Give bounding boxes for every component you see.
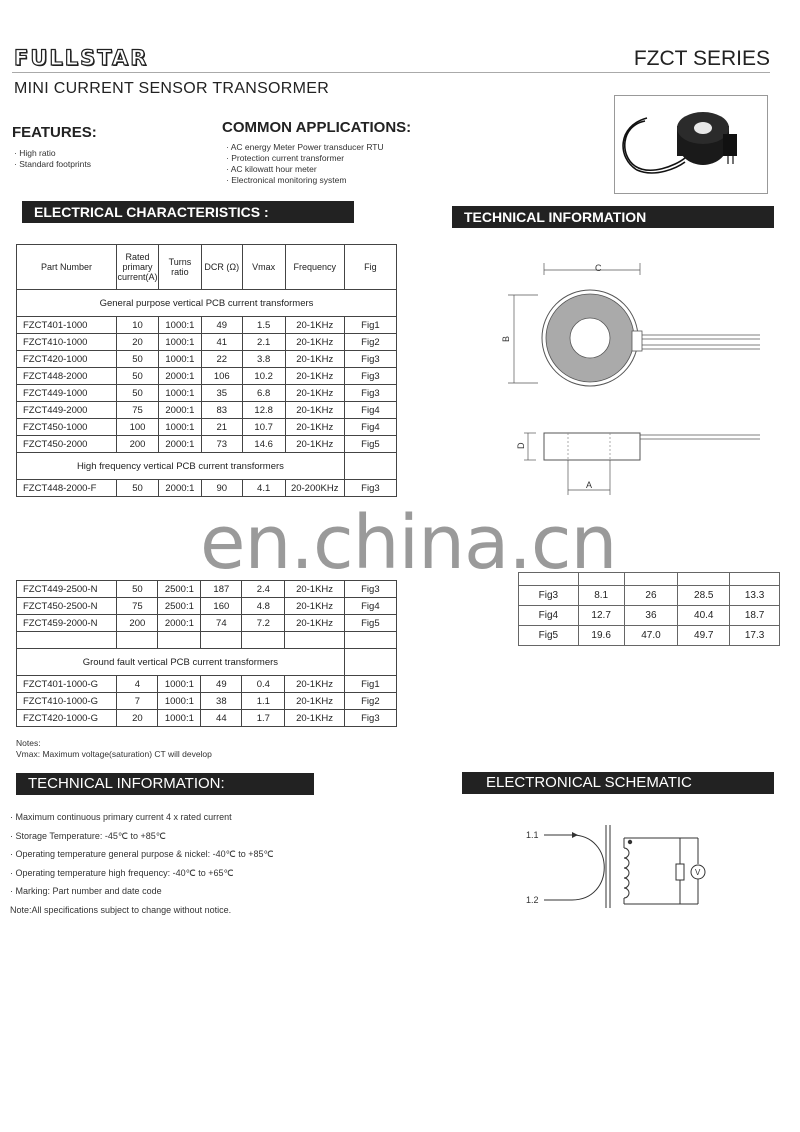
cell: Fig1 xyxy=(344,317,396,334)
cell: FZCT449-2000 xyxy=(17,402,117,419)
cell: 1000:1 xyxy=(158,334,201,351)
cell: 44 xyxy=(201,710,242,727)
cell: 20 xyxy=(117,334,159,351)
cell: 20-1KHz xyxy=(285,710,344,727)
electrical-table-continued xyxy=(16,580,397,727)
product-photo xyxy=(614,95,768,194)
table-row xyxy=(17,693,397,710)
cell: 2000:1 xyxy=(158,436,201,453)
table-row xyxy=(17,385,397,402)
list-item: · AC kilowatt hour meter xyxy=(226,164,384,175)
dimension-table xyxy=(518,572,780,646)
column-header: Frequency xyxy=(285,245,344,290)
blank-row xyxy=(17,632,397,649)
table-row xyxy=(17,581,397,598)
cell xyxy=(242,632,285,649)
schematic-heading: ELECTRONICAL SCHEMATIC xyxy=(462,772,774,794)
header-divider xyxy=(12,72,770,73)
applications-heading: COMMON APPLICATIONS: xyxy=(222,119,412,136)
applications-list xyxy=(226,142,384,186)
cell: 20-1KHz xyxy=(285,615,344,632)
dim-label-c: C xyxy=(595,263,602,273)
table-row xyxy=(519,586,780,606)
list-item: · High ratio xyxy=(14,148,91,159)
cell: Fig4 xyxy=(344,402,396,419)
column-header: Turns ratio xyxy=(158,245,201,290)
cell: 10.2 xyxy=(242,368,285,385)
table-row xyxy=(519,626,780,646)
cell: 1.7 xyxy=(242,710,285,727)
electrical-table xyxy=(16,244,397,497)
cell: 49.7 xyxy=(678,626,730,646)
cell: Fig3 xyxy=(519,586,579,606)
technical-information-heading: TECHNICAL INFORMATION xyxy=(452,206,774,228)
technical-information-heading-2: TECHNICAL INFORMATION: xyxy=(16,773,314,795)
cell: 7 xyxy=(117,693,158,710)
cell: 18.7 xyxy=(730,606,780,626)
cell: 20-200KHz xyxy=(285,480,344,497)
cell xyxy=(285,632,344,649)
cell: 74 xyxy=(201,615,242,632)
cell: 100 xyxy=(117,419,159,436)
cell: 50 xyxy=(117,385,159,402)
technical-information-list xyxy=(10,812,274,923)
cell: 20-1KHz xyxy=(285,317,344,334)
cell: FZCT448-2000 xyxy=(17,368,117,385)
list-item: · AC energy Meter Power transducer RTU xyxy=(226,142,384,153)
table-row xyxy=(17,351,397,368)
series-title: FZCT SERIES xyxy=(633,47,770,70)
cell: 1.5 xyxy=(242,317,285,334)
cell: 3.8 xyxy=(242,351,285,368)
list-item: · Protection current transformer xyxy=(226,153,384,164)
cell: 75 xyxy=(117,402,159,419)
cell xyxy=(678,573,730,586)
cell: 20-1KHz xyxy=(285,385,344,402)
specification-note: Note:All specifications subject to change without notice. xyxy=(10,904,232,915)
cell: FZCT459-2000-N xyxy=(17,615,117,632)
column-header: Rated primary current(A) xyxy=(117,245,159,290)
cell: 1000:1 xyxy=(158,676,201,693)
cell: Fig3 xyxy=(344,351,396,368)
cell xyxy=(201,632,242,649)
cell: 14.6 xyxy=(242,436,285,453)
table-row xyxy=(17,615,397,632)
table-row xyxy=(17,317,397,334)
cell: 1000:1 xyxy=(158,317,201,334)
cell: FZCT410-1000 xyxy=(17,334,117,351)
cell: 22 xyxy=(201,351,242,368)
list-item: · Storage Temperature: -45℃ to +85℃ xyxy=(10,831,274,850)
cell: 90 xyxy=(201,480,242,497)
cell: Fig3 xyxy=(344,581,396,598)
cell: 26 xyxy=(624,586,678,606)
cell: 41 xyxy=(201,334,242,351)
cell: 20-1KHz xyxy=(285,436,344,453)
cell: 20 xyxy=(117,710,158,727)
cell: 49 xyxy=(201,676,242,693)
group-title: General purpose vertical PCB current transformers xyxy=(17,290,397,317)
list-item: · Marking: Part number and date code xyxy=(10,886,274,905)
list-item: · Electronical monitoring system xyxy=(226,175,384,186)
cell: 106 xyxy=(201,368,242,385)
dimension-drawing xyxy=(480,255,780,505)
cell: 20-1KHz xyxy=(285,351,344,368)
group-row xyxy=(17,649,397,676)
cell: Fig5 xyxy=(344,436,396,453)
terminal-label-out: 1.2 xyxy=(526,895,539,905)
cell: 21 xyxy=(201,419,242,436)
cell: 160 xyxy=(201,598,242,615)
cell: 13.3 xyxy=(730,586,780,606)
cell: Fig3 xyxy=(344,385,396,402)
cell: 36 xyxy=(624,606,678,626)
cell: 4.1 xyxy=(242,480,285,497)
cell: 20-1KHz xyxy=(285,334,344,351)
cell: Fig3 xyxy=(344,710,396,727)
cell: 200 xyxy=(117,615,158,632)
table-row xyxy=(17,480,397,497)
cell: 0.4 xyxy=(242,676,285,693)
cell: 17.3 xyxy=(730,626,780,646)
cell: FZCT401-1000-G xyxy=(17,676,117,693)
column-header: Vmax xyxy=(242,245,285,290)
cell: 73 xyxy=(201,436,242,453)
cell: 4 xyxy=(117,676,158,693)
features-list xyxy=(14,148,91,170)
cell: 12.7 xyxy=(578,606,624,626)
voltmeter-label: V xyxy=(695,868,701,877)
product-subtitle: MINI CURRENT SENSOR TRANSORMER xyxy=(14,80,330,97)
table-row xyxy=(17,598,397,615)
table-row xyxy=(17,402,397,419)
table-row xyxy=(17,710,397,727)
table-row xyxy=(17,368,397,385)
cell: 12.8 xyxy=(242,402,285,419)
list-item: · Operating temperature general purpose & nickel: -40℃ to +85℃ xyxy=(10,849,274,868)
toroid-product-image xyxy=(615,96,767,193)
cell: Fig5 xyxy=(519,626,579,646)
cell: Fig5 xyxy=(344,615,396,632)
cell: Fig4 xyxy=(519,606,579,626)
cell xyxy=(117,632,158,649)
cell: Fig4 xyxy=(344,598,396,615)
column-header: DCR (Ω) xyxy=(201,245,242,290)
cell: 8.1 xyxy=(578,586,624,606)
cell: 35 xyxy=(201,385,242,402)
cell: 83 xyxy=(201,402,242,419)
cell xyxy=(578,573,624,586)
cell: 187 xyxy=(201,581,242,598)
schematic-diagram xyxy=(520,820,720,915)
cell: 2500:1 xyxy=(158,581,201,598)
features-heading: FEATURES: xyxy=(12,124,97,141)
cell: 50 xyxy=(117,581,158,598)
cell: FZCT410-1000-G xyxy=(17,693,117,710)
cell: 50 xyxy=(117,480,159,497)
cell xyxy=(344,649,396,676)
cell: FZCT449-2500-N xyxy=(17,581,117,598)
column-header: Part Number xyxy=(17,245,117,290)
cell: 20-1KHz xyxy=(285,581,344,598)
group-row xyxy=(17,290,397,317)
cell: 10.7 xyxy=(242,419,285,436)
cell: 49 xyxy=(201,317,242,334)
cell: FZCT450-2500-N xyxy=(17,598,117,615)
cell xyxy=(624,573,678,586)
cell: 75 xyxy=(117,598,158,615)
cell: 2.1 xyxy=(242,334,285,351)
cell: 2500:1 xyxy=(158,598,201,615)
dim-label-d: D xyxy=(516,442,526,449)
terminal-label-in: 1.1 xyxy=(526,830,539,840)
cell: Fig1 xyxy=(344,676,396,693)
cell xyxy=(519,573,579,586)
cell: 28.5 xyxy=(678,586,730,606)
cell xyxy=(344,632,396,649)
cell: 6.8 xyxy=(242,385,285,402)
cell: 200 xyxy=(117,436,159,453)
list-item: · Operating temperature high frequency: -40℃ to +65℃ xyxy=(10,868,274,887)
notes-label: Notes: xyxy=(16,738,41,748)
brand-logo: FULLSTAR xyxy=(14,46,149,70)
cell: 2000:1 xyxy=(158,480,201,497)
cell: FZCT420-1000-G xyxy=(17,710,117,727)
watermark: en.china.cn xyxy=(200,500,617,586)
cell: Fig2 xyxy=(344,334,396,351)
cell: 1000:1 xyxy=(158,693,201,710)
cell: 50 xyxy=(117,351,159,368)
cell: 2000:1 xyxy=(158,615,201,632)
table-row xyxy=(519,573,780,586)
cell: 1.1 xyxy=(242,693,285,710)
cell: FZCT420-1000 xyxy=(17,351,117,368)
cell: 4.8 xyxy=(242,598,285,615)
group-row xyxy=(17,453,397,480)
cell: FZCT450-2000 xyxy=(17,436,117,453)
cell: 20-1KHz xyxy=(285,419,344,436)
cell xyxy=(344,453,396,480)
cell xyxy=(158,632,201,649)
column-header: Fig xyxy=(344,245,396,290)
cell: 20-1KHz xyxy=(285,598,344,615)
table-row xyxy=(17,436,397,453)
cell: 47.0 xyxy=(624,626,678,646)
cell: 2000:1 xyxy=(158,368,201,385)
dim-label-a: A xyxy=(586,480,593,490)
group-title: Ground fault vertical PCB current transformers xyxy=(17,649,345,676)
cell: FZCT449-1000 xyxy=(17,385,117,402)
cell: 40.4 xyxy=(678,606,730,626)
cell: 20-1KHz xyxy=(285,402,344,419)
cell: 1000:1 xyxy=(158,419,201,436)
table-row xyxy=(519,606,780,626)
cell: Fig3 xyxy=(344,480,396,497)
cell: 19.6 xyxy=(578,626,624,646)
cell xyxy=(17,632,117,649)
cell: 10 xyxy=(117,317,159,334)
dim-label-b: B xyxy=(501,335,511,342)
cell: FZCT448-2000-F xyxy=(17,480,117,497)
cell: 1000:1 xyxy=(158,710,201,727)
notes-text: Vmax: Maximum voltage(saturation) CT will develop xyxy=(16,749,212,759)
cell: FZCT401-1000 xyxy=(17,317,117,334)
cell: 2.4 xyxy=(242,581,285,598)
table-header-row xyxy=(17,245,397,290)
group-title: High frequency vertical PCB current transformers xyxy=(17,453,345,480)
cell: Fig4 xyxy=(344,419,396,436)
cell: 38 xyxy=(201,693,242,710)
cell: 7.2 xyxy=(242,615,285,632)
table-row xyxy=(17,676,397,693)
cell: 1000:1 xyxy=(158,385,201,402)
table-row xyxy=(17,419,397,436)
notes xyxy=(16,738,212,760)
cell: 2000:1 xyxy=(158,402,201,419)
cell: 20-1KHz xyxy=(285,676,344,693)
electrical-characteristics-heading: ELECTRICAL CHARACTERISTICS : xyxy=(22,201,354,223)
table-row xyxy=(17,334,397,351)
cell: 1000:1 xyxy=(158,351,201,368)
cell: Fig2 xyxy=(344,693,396,710)
cell: 20-1KHz xyxy=(285,368,344,385)
list-item: · Maximum continuous primary current 4 x rated current xyxy=(10,812,274,831)
cell: 20-1KHz xyxy=(285,693,344,710)
cell xyxy=(730,573,780,586)
cell: Fig3 xyxy=(344,368,396,385)
cell: 50 xyxy=(117,368,159,385)
cell: FZCT450-1000 xyxy=(17,419,117,436)
list-item: · Standard footprints xyxy=(14,159,91,170)
